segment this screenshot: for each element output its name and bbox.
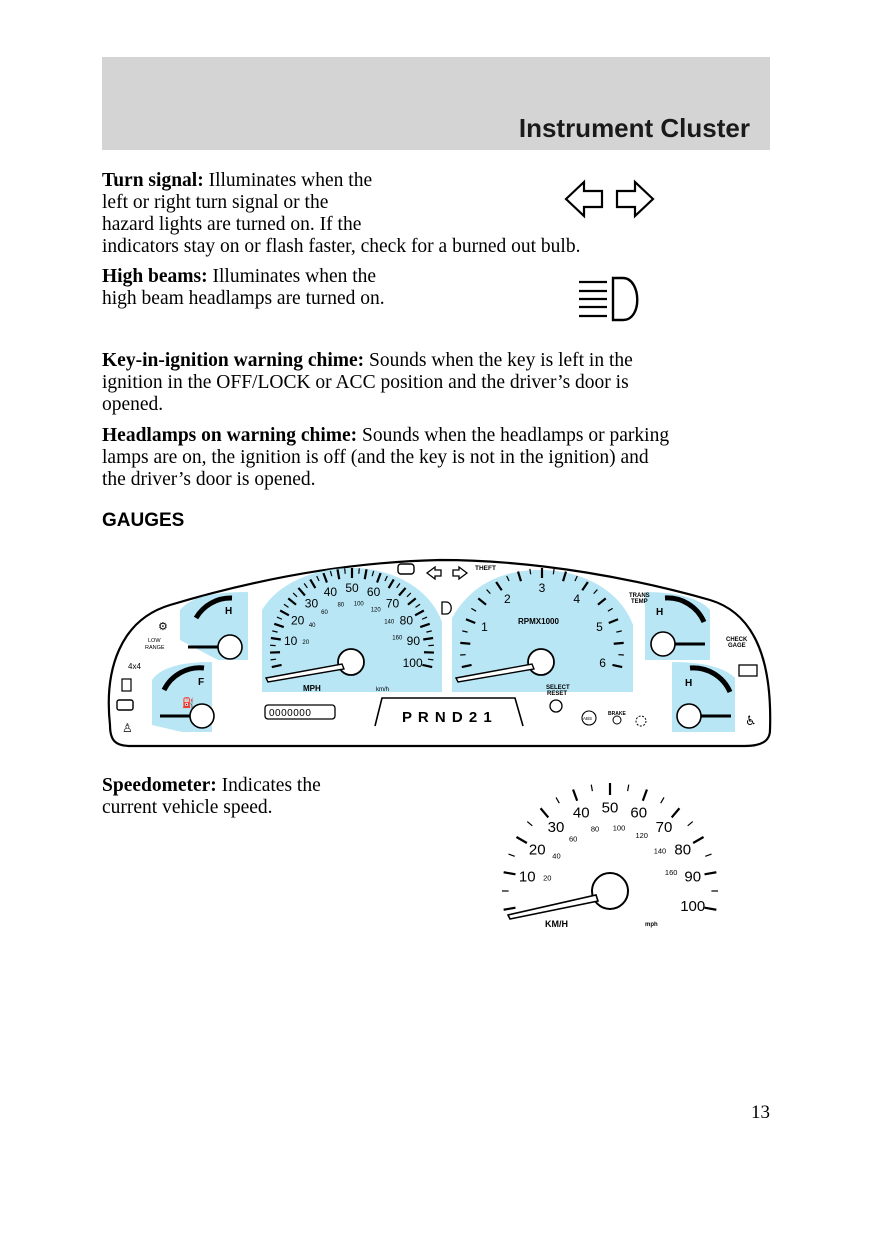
headlamp-chime-line-2: lamps are on, the ignition is off (and the key is not in the ignition) and (102, 447, 649, 468)
speedometer-tick (504, 908, 516, 910)
speedometer-number: 90 (684, 868, 702, 886)
turn-signal-line-1: Illuminates when the (208, 170, 373, 191)
speedometer-number: 40 (572, 804, 590, 822)
cluster-speedo-number: 30 (304, 596, 319, 611)
speedometer-kmh-number: 120 (635, 831, 648, 841)
speedo-mph-unit: mph (645, 922, 658, 928)
speedometer-tick (705, 908, 717, 910)
cluster-speedo-number: 70 (385, 596, 400, 611)
speedometer-tick (573, 790, 577, 801)
speedometer-tick (556, 797, 559, 803)
cluster-tach-tick (460, 643, 470, 644)
coolant-h-label: H (685, 678, 693, 689)
cluster-speedo-kmh-number: 20 (302, 639, 310, 646)
speedo-kmh-unit: KM/H (545, 919, 568, 929)
high-beams-paragraph (102, 266, 385, 310)
speedometer-kmh-number: 140 (653, 846, 667, 856)
low-range-icon: ⚙ (158, 621, 168, 633)
trans-temp-hub (651, 632, 675, 656)
turn-signal-paragraph (102, 170, 580, 258)
cluster-speedo-tick (428, 659, 433, 660)
speedometer-line-1: Indicates the (221, 775, 321, 796)
tach-hub (528, 649, 554, 675)
cluster-tach-number: 4 (573, 591, 581, 606)
key-chime-paragraph (102, 350, 633, 416)
key-chime-line-3: opened. (102, 394, 164, 415)
cluster-speedo-number: 60 (366, 585, 381, 600)
chapter-header (102, 57, 770, 150)
cluster-speedo-tick (271, 659, 276, 660)
brake-label: BRAKE (608, 711, 626, 717)
speedometer-paragraph (102, 775, 321, 819)
low-range-label-1: LOW (148, 638, 161, 644)
speedometer-needle (508, 895, 598, 919)
fuel-pump-icon: ⛽ (182, 698, 195, 709)
speedometer-number: 30 (547, 818, 565, 836)
speedometer-tick (516, 837, 526, 843)
cluster-speedo-number: 50 (345, 581, 359, 596)
speedometer-kmh-number: 40 (552, 851, 561, 861)
high-beams-term: High beams: (102, 266, 208, 287)
speedometer-tick (628, 785, 629, 791)
low-range-label-2: RANGE (145, 645, 165, 651)
check-gage-label-2: GAGE (728, 643, 746, 649)
speedometer-tick (591, 785, 592, 791)
oil-h-label: H (225, 606, 233, 617)
speedometer-number: 60 (630, 804, 648, 822)
speedometer-tick (705, 872, 717, 874)
key-chime-line-1: Sounds when the key is left in the (369, 350, 633, 371)
turn-signal-arrows-icon (562, 178, 658, 222)
trans-temp-label-1: TRANS (629, 593, 650, 599)
cluster-speedo-kmh-number: 140 (384, 619, 395, 626)
rpm-label: RPMX1000 (518, 617, 559, 626)
select-label: SELECT (546, 685, 570, 691)
cluster-tach-tick (614, 643, 624, 644)
speedometer-tick (643, 790, 647, 801)
cluster-speedo-kmh-number: 120 (370, 607, 381, 614)
cluster-speedo-number: 40 (323, 585, 338, 600)
cluster-speedo-tick (423, 638, 433, 639)
cluster-speedo-kmh-number: 60 (321, 609, 328, 616)
cluster-tach-number: 3 (538, 581, 546, 596)
turn-signal-line-2: left or right turn signal or the (102, 192, 329, 213)
cluster-tach-tick (553, 569, 554, 574)
cluster-tach-number: 1 (481, 619, 488, 634)
speedometer-kmh-number: 20 (543, 873, 552, 883)
cluster-tach-number: 6 (599, 656, 606, 671)
page-number: 13 (751, 1102, 770, 1123)
speedometer-tick (504, 872, 516, 874)
chapter-title: Instrument Cluster (518, 113, 750, 143)
speedometer-number: 80 (674, 841, 692, 859)
abs-label: ABS (583, 716, 593, 721)
trans-temp-h-label: H (656, 607, 664, 618)
select-reset-button[interactable] (550, 700, 562, 712)
trans-temp-label-2: TEMP (631, 599, 648, 605)
speedometer-term: Speedometer: (102, 775, 217, 796)
coolant-hub (677, 704, 701, 728)
cluster-tach-number: 2 (503, 591, 511, 606)
theft-label: THEFT (475, 565, 496, 572)
four-x-four-label: 4x4 (128, 662, 141, 671)
speedometer-number: 10 (518, 868, 536, 886)
speedometer-kmh-number: 100 (612, 823, 626, 833)
speedometer-tick (688, 822, 693, 826)
cluster-speedo-number: 10 (283, 634, 298, 649)
speedometer-tick (705, 854, 711, 856)
high-beams-line-2: high beam headlamps are turned on. (102, 288, 385, 309)
seatbelt-icon: ♙ (122, 721, 133, 735)
reset-label: RESET (547, 691, 568, 697)
speedometer-tick (509, 854, 515, 856)
speedo-hub (338, 649, 364, 675)
speedometer-kmh-number: 60 (568, 834, 578, 844)
cluster-speedo-kmh-number: 100 (353, 601, 364, 608)
speedometer-number: 50 (601, 799, 619, 817)
oil-hub (218, 635, 242, 659)
check-gage-label-1: CHECK (726, 637, 748, 643)
key-chime-line-2: ignition in the OFF/LOCK or ACC position and the driver’s door is (102, 372, 629, 393)
cluster-speedo-number: 100 (402, 656, 423, 671)
turn-signal-term: Turn signal: (102, 170, 204, 191)
high-beam-icon (575, 274, 647, 324)
headlamp-chime-paragraph (102, 425, 669, 491)
speedometer-hub (592, 873, 628, 909)
mph-unit: MPH (303, 684, 321, 693)
speedometer-kmh-number: 80 (590, 824, 600, 834)
cluster-speedo-tick (271, 638, 281, 639)
cluster-speedo-kmh-number: 40 (308, 623, 316, 630)
speedometer-tick (661, 797, 664, 803)
gauges-heading: GAUGES (102, 510, 185, 531)
speedometer-figure (498, 775, 728, 935)
speedometer-number: 20 (528, 841, 546, 859)
high-beams-line-1: Illuminates when the (212, 266, 377, 287)
cluster-speedo-kmh-number: 80 (337, 602, 345, 609)
speedometer-tick (541, 808, 549, 817)
gear-indicator: P R N D 2 1 (402, 709, 493, 726)
turn-signal-line-3: hazard lights are turned on. If the (102, 214, 362, 235)
cluster-speedo-kmh-number: 160 (392, 635, 403, 642)
cluster-speedo-number: 90 (406, 634, 421, 649)
cluster-tach-number: 5 (596, 619, 603, 634)
key-chime-term: Key-in-ignition warning chime: (102, 350, 365, 371)
cluster-tach-tick (530, 569, 531, 574)
speedometer-number: 70 (655, 818, 673, 836)
turn-signal-line-4: indicators stay on or flash faster, check for a burned out bulb. (102, 236, 581, 257)
instrument-cluster-figure (100, 550, 775, 750)
airbag-icon: ♿ (745, 713, 757, 728)
headlamp-chime-term: Headlamps on warning chime: (102, 425, 358, 446)
speedometer-tick (693, 837, 703, 843)
fuel-f-label: F (198, 677, 205, 688)
speedometer-tick (527, 822, 532, 826)
odometer: 0000000 (269, 708, 312, 719)
speedometer-number: 100 (680, 897, 706, 915)
cluster-speedo-number: 20 (290, 613, 305, 628)
headlamp-chime-line-1: Sounds when the headlamps or parking (362, 425, 670, 446)
speedometer-kmh-number: 160 (664, 867, 678, 877)
headlamp-chime-line-3: the driver’s door is opened. (102, 469, 316, 490)
kmh-unit: km/h (376, 687, 390, 693)
speedometer-tick (672, 808, 680, 817)
cluster-speedo-number: 80 (399, 613, 414, 628)
speedometer-line-2: current vehicle speed. (102, 797, 273, 818)
